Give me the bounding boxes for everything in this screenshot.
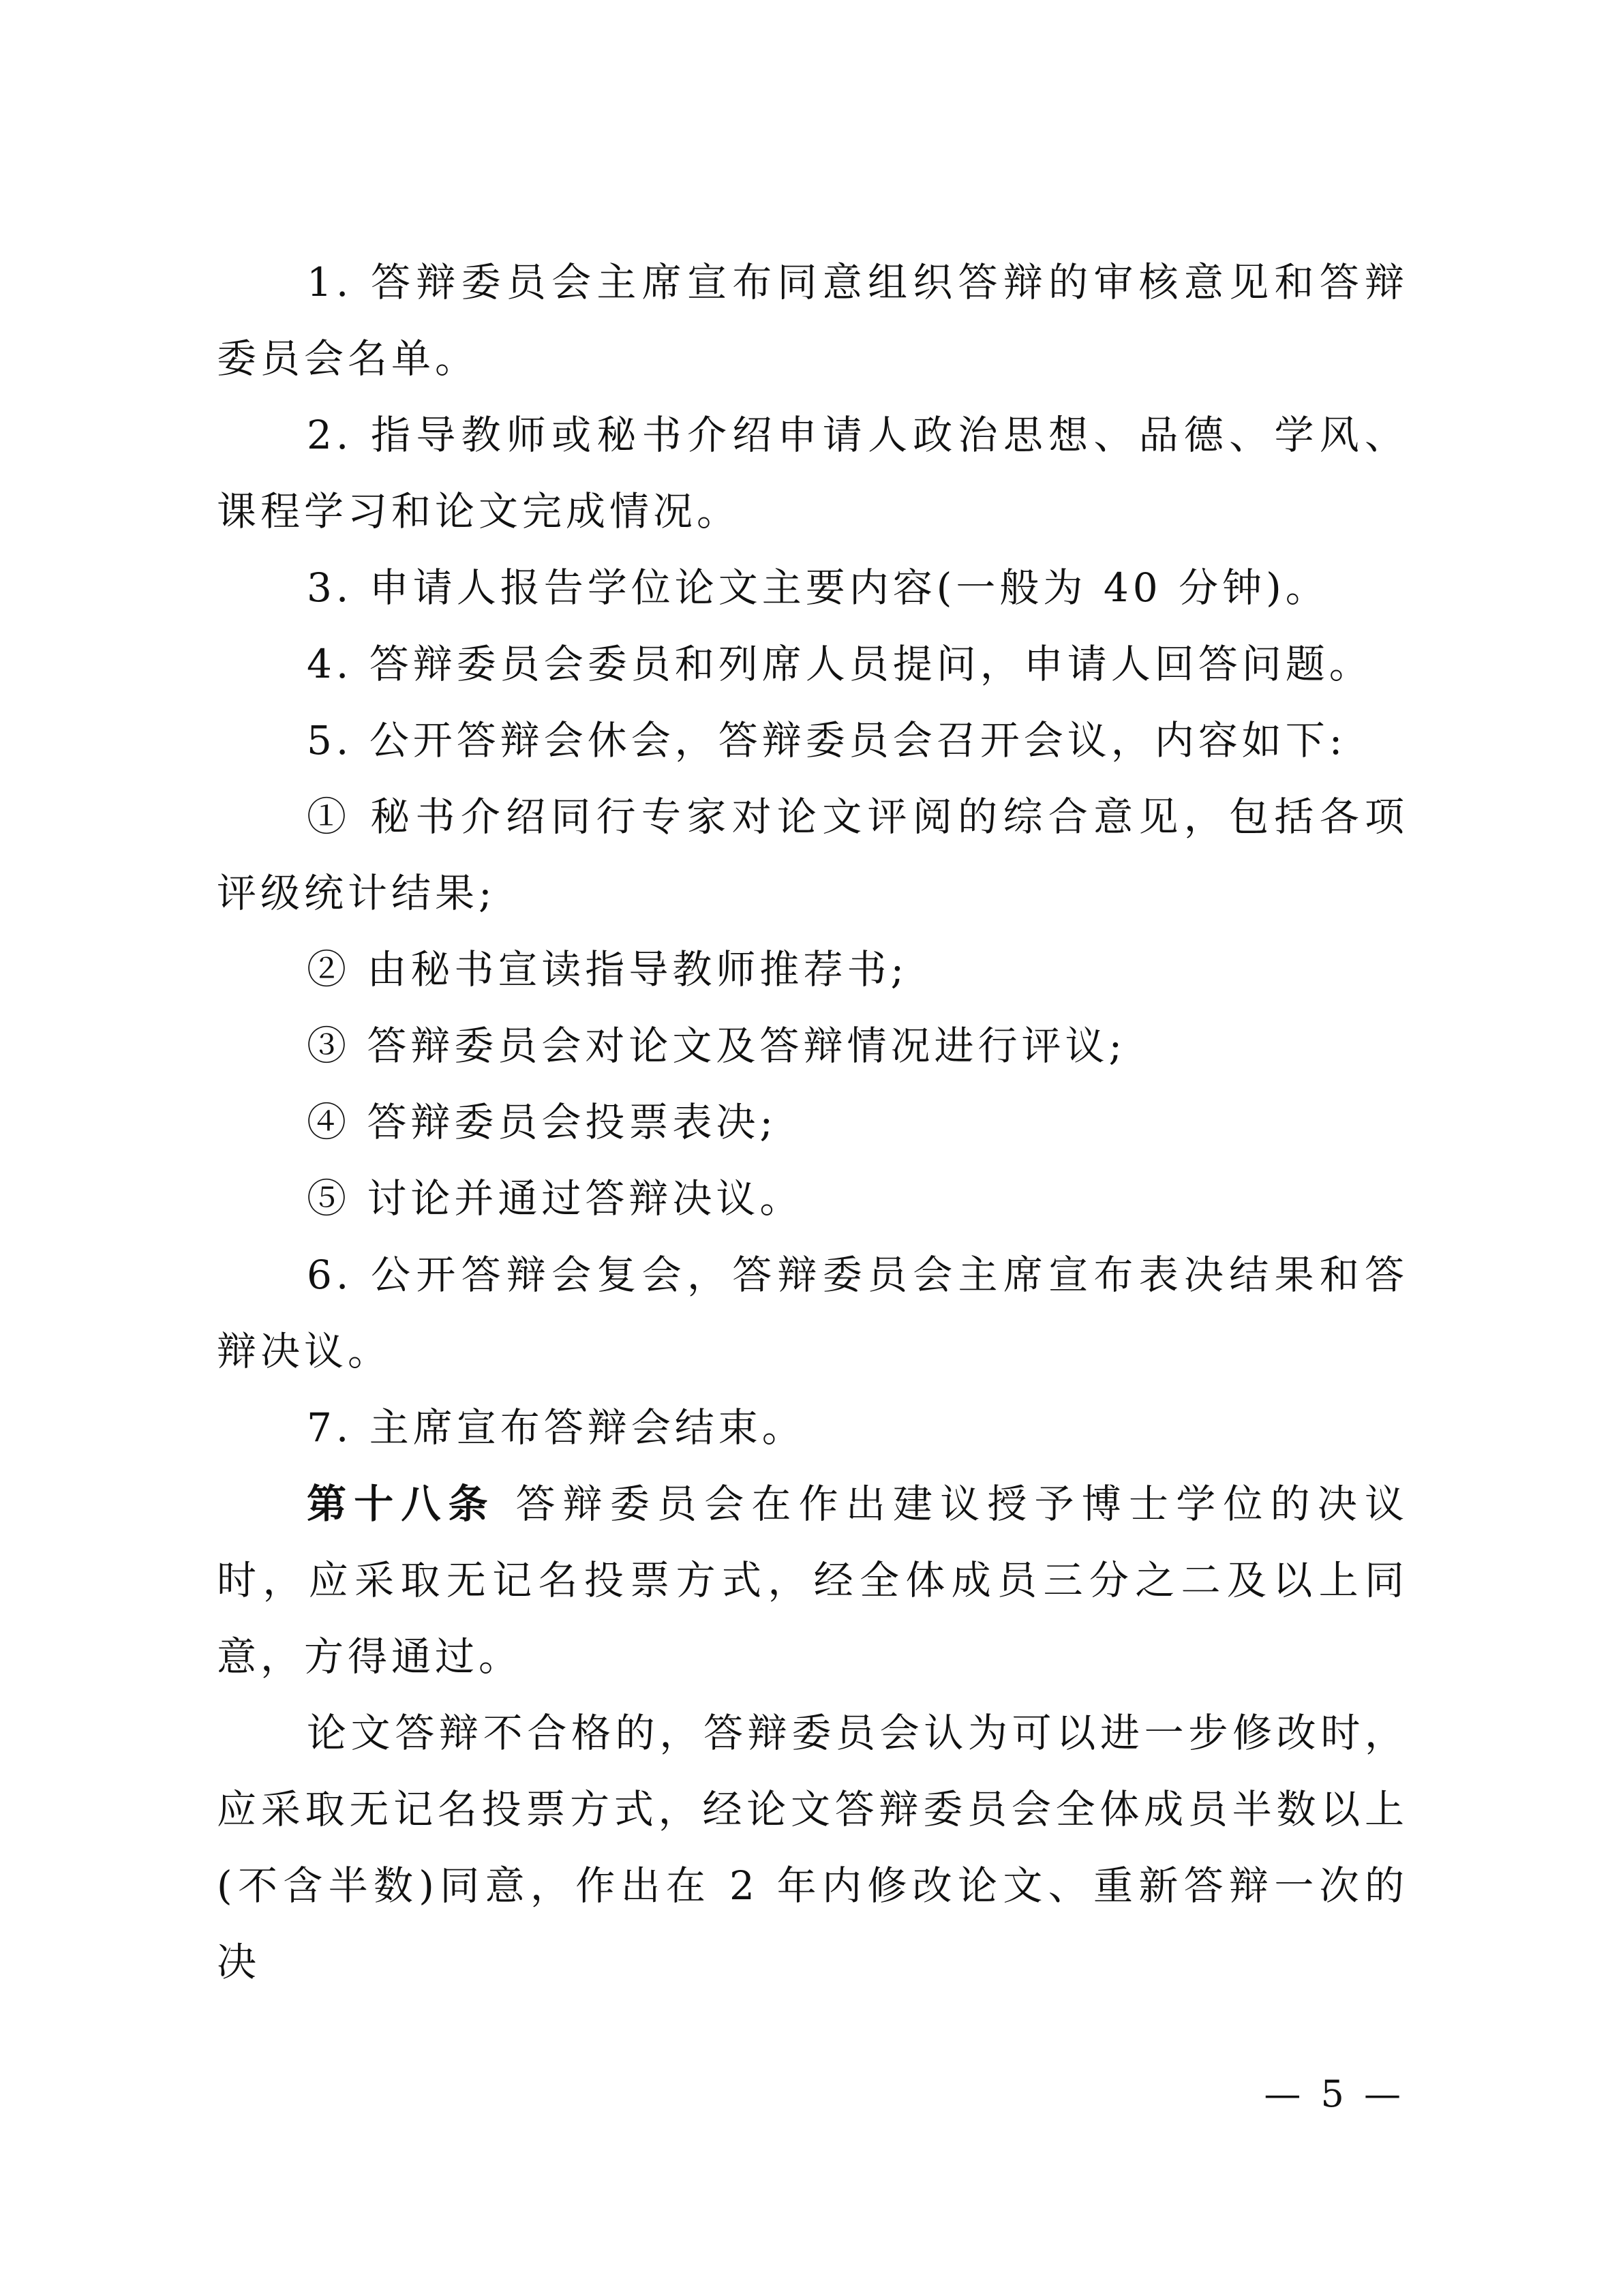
procedure-item-2: 2. 指导教师或秘书介绍申请人政治思想、品德、学风、课程学习和论文完成情况。 bbox=[217, 412, 1408, 534]
article-18-text: 答辩委员会在作出建议授予博士学位的决议时，应采取无记名投票方式，经全体成员三分之二及以上同意，方得通过。 bbox=[217, 1481, 1408, 1680]
procedure-item-1: 1. 答辩委员会主席宣布同意组织答辩的审核意见和答辩委员会名单。 bbox=[217, 259, 1408, 382]
procedure-item-3: 3. 申请人报告学位论文主要内容(一般为 40 分钟)。 bbox=[307, 564, 1329, 611]
procedure-item-7: 7. 主席宣布答辩会结束。 bbox=[307, 1404, 806, 1451]
article-18-heading: 第十八条 bbox=[307, 1481, 496, 1527]
meeting-item-5: ⑤ 讨论并通过答辩决议。 bbox=[307, 1175, 804, 1222]
closing-paragraph: 论文答辩不合格的，答辩委员会认为可以进一步修改时，应采取无记名投票方式，经论文答辩委员会全体成员半数以上(不含半数)同意，作出在 2 年内修改论文、重新答辩一次的决 bbox=[217, 1710, 1408, 1985]
procedure-item-4: 4. 答辩委员会委员和列席人员提问，申请人回答问题。 bbox=[307, 641, 1373, 687]
procedure-item-5: 5. 公开答辩会休会，答辩委员会召开会议，内容如下: bbox=[307, 717, 1347, 764]
page-number: — 5 — bbox=[1264, 2072, 1405, 2115]
procedure-item-6: 6. 公开答辩会复会，答辩委员会主席宣布表决结果和答辩决议。 bbox=[217, 1252, 1408, 1374]
meeting-item-1: ① 秘书介绍同行专家对论文评阅的综合意见，包括各项评级统计结果; bbox=[217, 794, 1408, 916]
article-18-paragraph bbox=[217, 1466, 1408, 1695]
meeting-item-4: ④ 答辩委员会投票表决; bbox=[307, 1099, 777, 1145]
meeting-item-3: ③ 答辩委员会对论文及答辩情况进行评议; bbox=[307, 1023, 1126, 1069]
meeting-item-2: ② 由秘书宣读指导教师推荐书; bbox=[307, 946, 908, 993]
document-body bbox=[217, 244, 1408, 2000]
